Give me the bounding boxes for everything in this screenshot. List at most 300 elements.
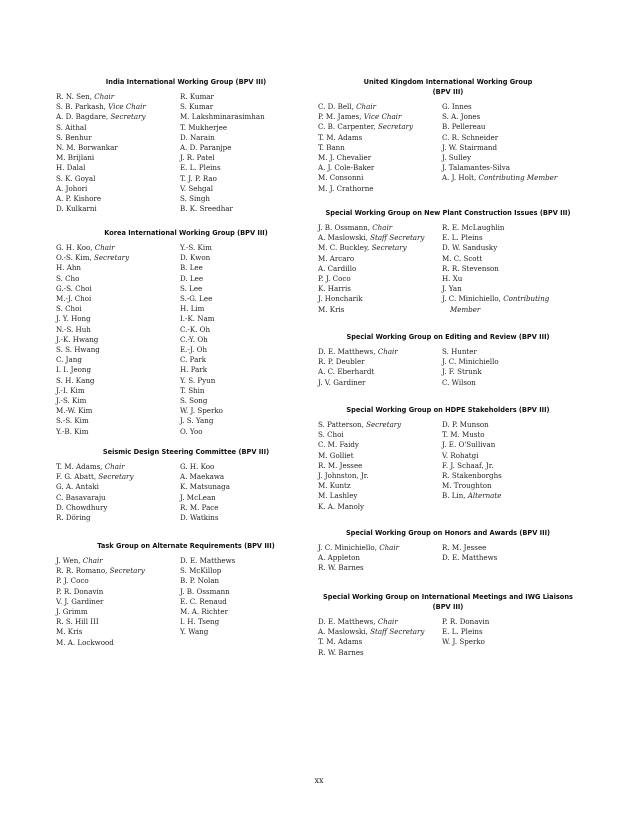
member-entry (442, 294, 578, 304)
member-entry (318, 430, 442, 440)
member-entry (56, 194, 180, 204)
member-entry (442, 347, 578, 357)
member-entry (318, 543, 442, 553)
member-name: S. Song (180, 396, 208, 406)
member-name: P. M. James, (318, 112, 364, 122)
member-name: D. Narain (180, 132, 215, 142)
member-name: W. J. Sperko (442, 637, 485, 647)
member-role: Secretary (93, 253, 130, 263)
member-entry (56, 174, 180, 184)
member-name: R. M. Jessee (442, 543, 487, 552)
member-name: R. Stakenborghs (442, 471, 502, 481)
member-name: J. Wen, (56, 556, 83, 565)
member-name: N. M. Borwankar (56, 143, 118, 153)
member-name: M. J. Crathorne (318, 183, 374, 193)
member-name: J. Grimm (56, 607, 88, 617)
member-name: G.-S. Choi (56, 283, 92, 293)
member-entry (180, 617, 316, 627)
member-name: R. Döring (56, 513, 91, 523)
member-name: H. Ahn (56, 263, 81, 273)
member-entry (180, 123, 316, 133)
member-entry (318, 461, 442, 471)
member-name: N.-S. Huh (56, 324, 91, 334)
member-entry (318, 133, 442, 143)
section-title: Special Working Group on International Meetings and IWG Liaisons (323, 593, 573, 601)
member-column (56, 92, 180, 214)
member-name: R. R. Stevenson (442, 263, 499, 273)
member-entry (180, 345, 316, 355)
member-role: Chair (377, 617, 398, 626)
member-name: S. Kumar (180, 102, 214, 112)
member-list (318, 617, 578, 658)
member-name: S. B. Parkash, (56, 102, 109, 112)
member-entry (180, 627, 316, 637)
member-name: Y. S. Pyun (180, 375, 216, 385)
member-entry (318, 378, 442, 388)
member-entry (180, 355, 316, 365)
member-name: D. Kwon (180, 253, 211, 263)
member-list (56, 243, 316, 437)
member-entry (318, 627, 442, 637)
member-name: M. A. Richter (180, 607, 228, 617)
member-column (318, 543, 442, 574)
member-name: H. Lim (180, 304, 205, 314)
member-list (56, 462, 316, 523)
member-column (180, 462, 316, 523)
member-list (56, 92, 316, 214)
member-name: R. E. McLaughlin (442, 223, 505, 232)
member-entry (442, 112, 578, 122)
member-name: S. K. Goyal (56, 173, 96, 183)
member-name: K. Harris (318, 284, 351, 294)
member-name: D. E. Matthews (180, 556, 236, 565)
member-name: T. M. Adams (318, 132, 363, 142)
section-title: United Kingdom International Working Group (363, 78, 533, 86)
member-entry (442, 637, 578, 647)
member-entry (318, 420, 442, 430)
member-name: A. J. Holt, (442, 173, 479, 183)
member-entry (180, 513, 316, 523)
member-name: H. Park (180, 365, 208, 375)
member-name: E. L. Pleins (442, 627, 483, 637)
member-role: Chair (377, 347, 398, 356)
member-entry (318, 102, 442, 112)
member-name: R. Kumar (180, 92, 214, 101)
member-entry (56, 365, 180, 375)
member-entry (180, 503, 316, 513)
member-name: J. R. Patel (180, 153, 215, 163)
section-title-line2: (BPV III) (432, 88, 464, 96)
member-name: C. Park (180, 355, 207, 365)
member-entry (318, 264, 442, 274)
member-entry (180, 386, 316, 396)
member-name: G. Innes (442, 102, 472, 111)
member-entry (318, 305, 442, 315)
member-entry (180, 325, 316, 335)
member-entry (56, 304, 180, 314)
member-name: J. Sulley (442, 153, 471, 163)
member-name: P. J. Coco (56, 576, 89, 586)
member-name: J. S. Yang (180, 416, 214, 426)
section-title: Special Working Group on New Plant Construction Issues (BPV III) (325, 209, 571, 217)
member-entry (318, 357, 442, 367)
member-entry (180, 335, 316, 345)
member-entry (442, 102, 578, 112)
member-entry (56, 143, 180, 153)
member-list (318, 420, 578, 512)
member-entry (180, 482, 316, 492)
india-working-group-section (56, 77, 316, 214)
member-entry (442, 173, 578, 183)
member-name: J.-S. Kim (56, 396, 87, 406)
member-entry (180, 153, 316, 163)
member-entry (442, 461, 578, 471)
member-column (56, 243, 180, 437)
member-entry (318, 553, 442, 563)
member-name: T. Mukherjee (180, 122, 228, 132)
member-entry (442, 264, 578, 274)
section-title: Seismic Design Steering Committee (BPV III) (102, 448, 270, 456)
member-entry (442, 378, 578, 388)
member-entry (318, 617, 442, 627)
member-entry (56, 153, 180, 163)
member-name: A. J. Cole-Baker (318, 163, 375, 173)
member-column (442, 543, 578, 574)
member-name: C. Jang (56, 355, 82, 365)
member-name: M. Brijlani (56, 153, 95, 163)
member-name: M. C. Scott (442, 253, 483, 263)
member-entry (442, 627, 578, 637)
member-entry (56, 597, 180, 607)
member-name: T. M. Musto (442, 430, 485, 440)
member-entry (180, 194, 316, 204)
member-name: B. K. Sreedhar (180, 204, 233, 214)
section-title: India International Working Group (BPV III) (105, 78, 267, 86)
member-entry (56, 314, 180, 324)
member-entry (442, 481, 578, 491)
member-name: R. W. Barnes (318, 563, 364, 573)
member-name: D. Watkins (180, 513, 219, 523)
member-entry (56, 123, 180, 133)
member-list (56, 556, 316, 648)
member-name: E.-J. Oh (180, 345, 208, 355)
new-plant-construction-section (318, 208, 578, 315)
member-role: Vice Chair (108, 102, 146, 112)
member-entry (318, 233, 442, 243)
member-name: C. Wilson (442, 377, 476, 387)
member-entry (56, 587, 180, 597)
member-name: J. Yan (442, 284, 462, 294)
member-entry (180, 597, 316, 607)
honors-awards-section (318, 528, 578, 574)
member-name: R. W. Barnes (318, 647, 364, 657)
member-entry (56, 386, 180, 396)
member-column (318, 347, 442, 388)
member-name: F. J. Schaaf, Jr. (442, 460, 494, 470)
member-entry (442, 305, 578, 315)
member-name: A. Johori (56, 183, 88, 193)
section-heading (56, 447, 316, 457)
member-entry (180, 365, 316, 375)
member-entry (442, 122, 578, 132)
member-role: Staff Secretary (370, 233, 425, 243)
member-name: M. Troughton (442, 481, 492, 491)
member-entry (318, 563, 442, 573)
member-name: J. C. Minichiello (442, 357, 499, 367)
member-role: Chair (94, 92, 115, 101)
member-name: V. J. Gardiner (56, 596, 104, 606)
member-entry (442, 440, 578, 450)
member-column (180, 243, 316, 437)
member-role: Secretary (110, 112, 146, 122)
section-title: Special Working Group on HDPE Stakeholders (BPV III) (346, 406, 550, 414)
member-entry (442, 451, 578, 461)
member-entry (442, 420, 578, 430)
member-entry (318, 648, 442, 658)
member-entry (180, 416, 316, 426)
member-entry (318, 184, 442, 194)
member-name: C. M. Faidy (318, 440, 359, 450)
member-role: Secretary (109, 566, 145, 576)
section-heading (318, 208, 578, 218)
member-entry (318, 173, 442, 183)
member-entry (180, 566, 316, 576)
member-entry (442, 430, 578, 440)
member-list (318, 102, 578, 194)
member-entry (318, 637, 442, 647)
member-entry (318, 274, 442, 284)
section-title-line2: (BPV III) (432, 603, 464, 611)
member-entry (56, 92, 180, 102)
member-column (56, 556, 180, 648)
member-name: R. S. Hill III (56, 617, 99, 627)
section-title: Task Group on Alternate Requirements (BPV III) (97, 542, 275, 550)
section-heading (318, 77, 578, 97)
member-name: R. M. Jessee (318, 460, 363, 470)
member-name: M.-W. Kim (56, 406, 93, 416)
member-entry (56, 294, 180, 304)
member-name: I.-K. Nam (180, 314, 215, 324)
member-name: K. A. Manoly (318, 501, 365, 511)
member-name: S. A. Jones (442, 112, 481, 122)
member-entry (180, 92, 316, 102)
member-name: P. R. Donavin (56, 586, 104, 596)
member-role: Chair (379, 543, 400, 552)
member-name: S. McKillop (180, 566, 222, 576)
member-entry (318, 284, 442, 294)
member-name: H. Dalal (56, 163, 86, 173)
member-entry (180, 472, 316, 482)
section-heading (56, 228, 316, 238)
member-entry (318, 502, 442, 512)
member-entry (180, 263, 316, 273)
member-entry (56, 472, 180, 482)
member-name: J. Y. Hong (56, 314, 91, 324)
member-entry (442, 254, 578, 264)
member-entry (56, 253, 180, 263)
member-entry (180, 102, 316, 112)
member-name: D. E. Matthews (442, 553, 498, 563)
member-entry (56, 617, 180, 627)
section-heading (318, 592, 578, 612)
member-name: S. Singh (180, 194, 210, 204)
member-column (318, 617, 442, 658)
member-entry (442, 491, 578, 501)
member-name: G. H. Koo, (56, 243, 95, 252)
member-role-continued: Member (450, 304, 481, 314)
member-name: O. Yoo (180, 426, 203, 436)
member-entry (56, 396, 180, 406)
member-entry (56, 427, 180, 437)
section-heading (318, 332, 578, 342)
member-entry (318, 347, 442, 357)
member-name: J.-K. Hwang (56, 334, 99, 344)
member-role: Chair (94, 243, 115, 252)
member-name: C.-K. Oh (180, 324, 211, 334)
member-name: D. Chowdhury (56, 502, 108, 512)
member-name: D. Kulkarni (56, 204, 97, 214)
member-entry (180, 133, 316, 143)
member-entry (56, 513, 180, 523)
member-entry (318, 481, 442, 491)
member-name: T. Bann (318, 142, 345, 152)
member-name: J. McLean (180, 492, 216, 502)
member-name: J. B. Ossmann (180, 586, 230, 596)
member-list (318, 347, 578, 388)
member-name: E. L. Pleins (442, 233, 483, 243)
member-entry (180, 587, 316, 597)
member-name: M. Consonni (318, 173, 364, 183)
section-title: Special Working Group on Honors and Awards (BPV III) (345, 529, 551, 537)
member-name: E. L. Pleins (180, 163, 221, 173)
member-entry (180, 112, 316, 122)
member-name: A. D. Bagdare, (56, 112, 111, 122)
member-entry (56, 376, 180, 386)
hdpe-stakeholders-section (318, 405, 578, 512)
member-entry (56, 416, 180, 426)
member-name: S. S. Hwang (56, 345, 100, 355)
section-heading (318, 528, 578, 538)
member-name: J. B. Ossmann, (318, 223, 373, 232)
member-name: B. P. Nolan (180, 576, 220, 586)
member-name: A. Cardillo (318, 263, 357, 273)
member-name: C.-Y. Oh (180, 334, 208, 344)
member-entry (442, 553, 578, 563)
member-name: T. M. Adams, (56, 462, 105, 471)
member-entry (56, 112, 180, 122)
member-name: I. I. Jeong (56, 365, 92, 375)
member-entry (56, 482, 180, 492)
member-name: T. M. Adams (318, 637, 363, 647)
member-entry (442, 471, 578, 481)
member-name: S. Lee (180, 283, 203, 293)
editing-review-section (318, 332, 578, 388)
member-role: Chair (104, 462, 125, 471)
member-entry (442, 153, 578, 163)
member-entry (56, 163, 180, 173)
member-entry (56, 566, 180, 576)
member-role: Secretary (98, 472, 134, 482)
member-entry (318, 440, 442, 450)
member-entry (56, 627, 180, 637)
member-name: E. C. Renaud (180, 596, 227, 606)
member-role: Chair (372, 223, 393, 232)
member-entry (180, 314, 316, 324)
member-name: T. J. P. Rao (180, 173, 217, 183)
member-entry (442, 223, 578, 233)
member-entry (442, 133, 578, 143)
member-entry (442, 367, 578, 377)
member-name: A. Appleton (318, 553, 360, 563)
member-name: B. Lee (180, 263, 203, 273)
member-entry (180, 143, 316, 153)
member-entry (56, 243, 180, 253)
section-title: Special Working Group on Editing and Review (BPV III) (346, 333, 550, 341)
member-entry (56, 503, 180, 513)
member-entry (56, 325, 180, 335)
member-name: J. Talamantes-Silva (442, 163, 510, 173)
member-name: A. D. Paranjpe (180, 143, 232, 153)
member-name: T. Shin (180, 385, 205, 395)
member-name: S. Choi (56, 304, 82, 314)
member-entry (56, 638, 180, 648)
member-entry (442, 357, 578, 367)
member-entry (180, 493, 316, 503)
member-entry (56, 284, 180, 294)
member-name: A. Maslowski, (318, 233, 371, 243)
member-column (442, 420, 578, 512)
member-name: R. N. Sen, (56, 92, 95, 101)
member-name: C. D. Bell, (318, 102, 357, 111)
member-entry (318, 491, 442, 501)
member-name: J. V. Gardiner (318, 377, 366, 387)
member-column (318, 420, 442, 512)
member-entry (318, 254, 442, 264)
member-column (442, 223, 578, 315)
member-name: P. J. Coco (318, 274, 351, 284)
member-name: S. Patterson, (318, 420, 367, 429)
member-name: J. Johnston, Jr. (318, 471, 369, 481)
member-entry (56, 345, 180, 355)
member-name: O.-S. Kim, (56, 253, 94, 263)
member-entry (56, 406, 180, 416)
member-role: Staff Secretary (370, 627, 425, 637)
member-entry (56, 133, 180, 143)
member-entry (56, 102, 180, 112)
member-name: J. W. Stairmand (442, 142, 498, 152)
member-name: S. Cho (56, 273, 80, 283)
member-name: S.-S. Kim (56, 416, 89, 426)
member-role: Secretary (366, 420, 402, 429)
member-name: J.-I. Kim (56, 385, 85, 395)
international-meetings-section (318, 592, 578, 658)
member-name: A. Maekawa (180, 472, 225, 482)
member-entry (180, 406, 316, 416)
member-name: M. Arcaro (318, 253, 355, 263)
page-number: xx (314, 776, 324, 785)
member-list (318, 543, 578, 574)
member-entry (180, 184, 316, 194)
member-entry (180, 294, 316, 304)
member-name: S.-G. Lee (180, 294, 213, 304)
alternate-requirements-task-group-section (56, 541, 316, 648)
member-entry (56, 462, 180, 472)
member-entry (318, 163, 442, 173)
member-column (442, 617, 578, 658)
member-name: V. Sehgal (180, 183, 214, 193)
member-name: M. Golliet (318, 450, 354, 460)
member-name: G. H. Koo (180, 462, 215, 471)
